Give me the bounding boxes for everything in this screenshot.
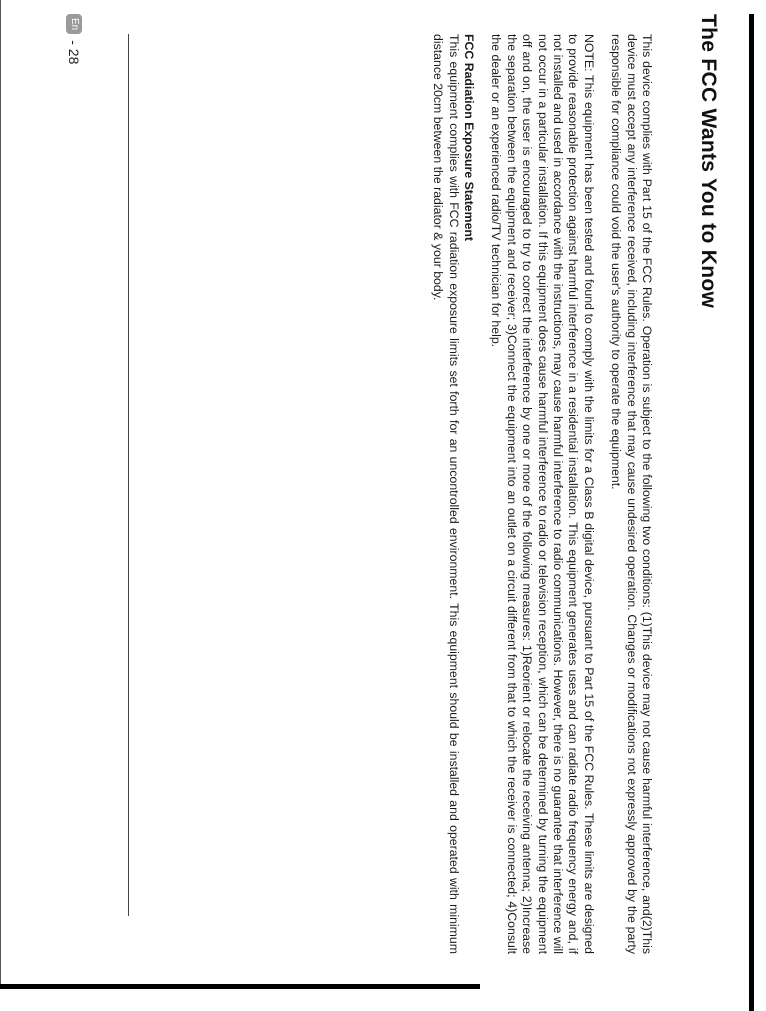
body-text bbox=[418, 34, 654, 954]
page-number-label: - 28 bbox=[66, 40, 82, 65]
paragraph-note: NOTE: This equipment has been tested and found to comply with the limits for a Class B digital device, pursuant to Part 15 of the FCC Rules. These limits are designed to provide reasonable protection against harmful interference in a residential installation. This equipment generates uses and can radiate radio frequency energy and, if not installed and used in accordance with the instructions, may cause harmful interference to radio communications. However, there is no guarantee that interference will not occur in a particular installation. If this equipment does cause harmful interference to radio or television reception, which can be determined by turning the equipment off and on, the user is encouraged to try to correct the interference by one or more of the following measures: 1)Reorient or relocate the receiving antenna; 2)Increase the separation between the equipment and receiver; 3)Connect the equipment into an outlet on a circuit different from that to which the receiver is connected; 4)Consult the dealer or an experienced radio/TV technician for help. bbox=[489, 34, 596, 954]
rotated-page bbox=[30, 14, 720, 954]
language-badge: En bbox=[66, 14, 82, 34]
footer-divider bbox=[128, 34, 129, 916]
radiation-text: This equipment complies with FCC radiation exposure limits set forth for an uncontrolled environment. This equipment should be installed and operated with minimum distance 20cm between the radiator & your body. bbox=[431, 34, 461, 954]
bottom-frame-bar bbox=[0, 984, 480, 989]
paragraph-compliance: This device complies with Part 15 of the FCC Rules. Operation is subject to the following two conditions: (1)This device may not cause harmful interference, and(2)This device must accept any interference received, including interference that may cause undesired operation. Changes or modifications not expressly approved by the party responsible for compliance could void the user's authority to operate the equipment. bbox=[609, 34, 654, 954]
page-number bbox=[66, 14, 82, 64]
radiation-heading: FCC Radiation Exposure Statement bbox=[461, 34, 476, 242]
right-frame-bar bbox=[749, 14, 754, 1011]
page-title: The FCC Wants You to Know bbox=[697, 14, 720, 309]
left-border bbox=[0, 0, 1, 985]
paragraph-radiation bbox=[430, 34, 476, 954]
